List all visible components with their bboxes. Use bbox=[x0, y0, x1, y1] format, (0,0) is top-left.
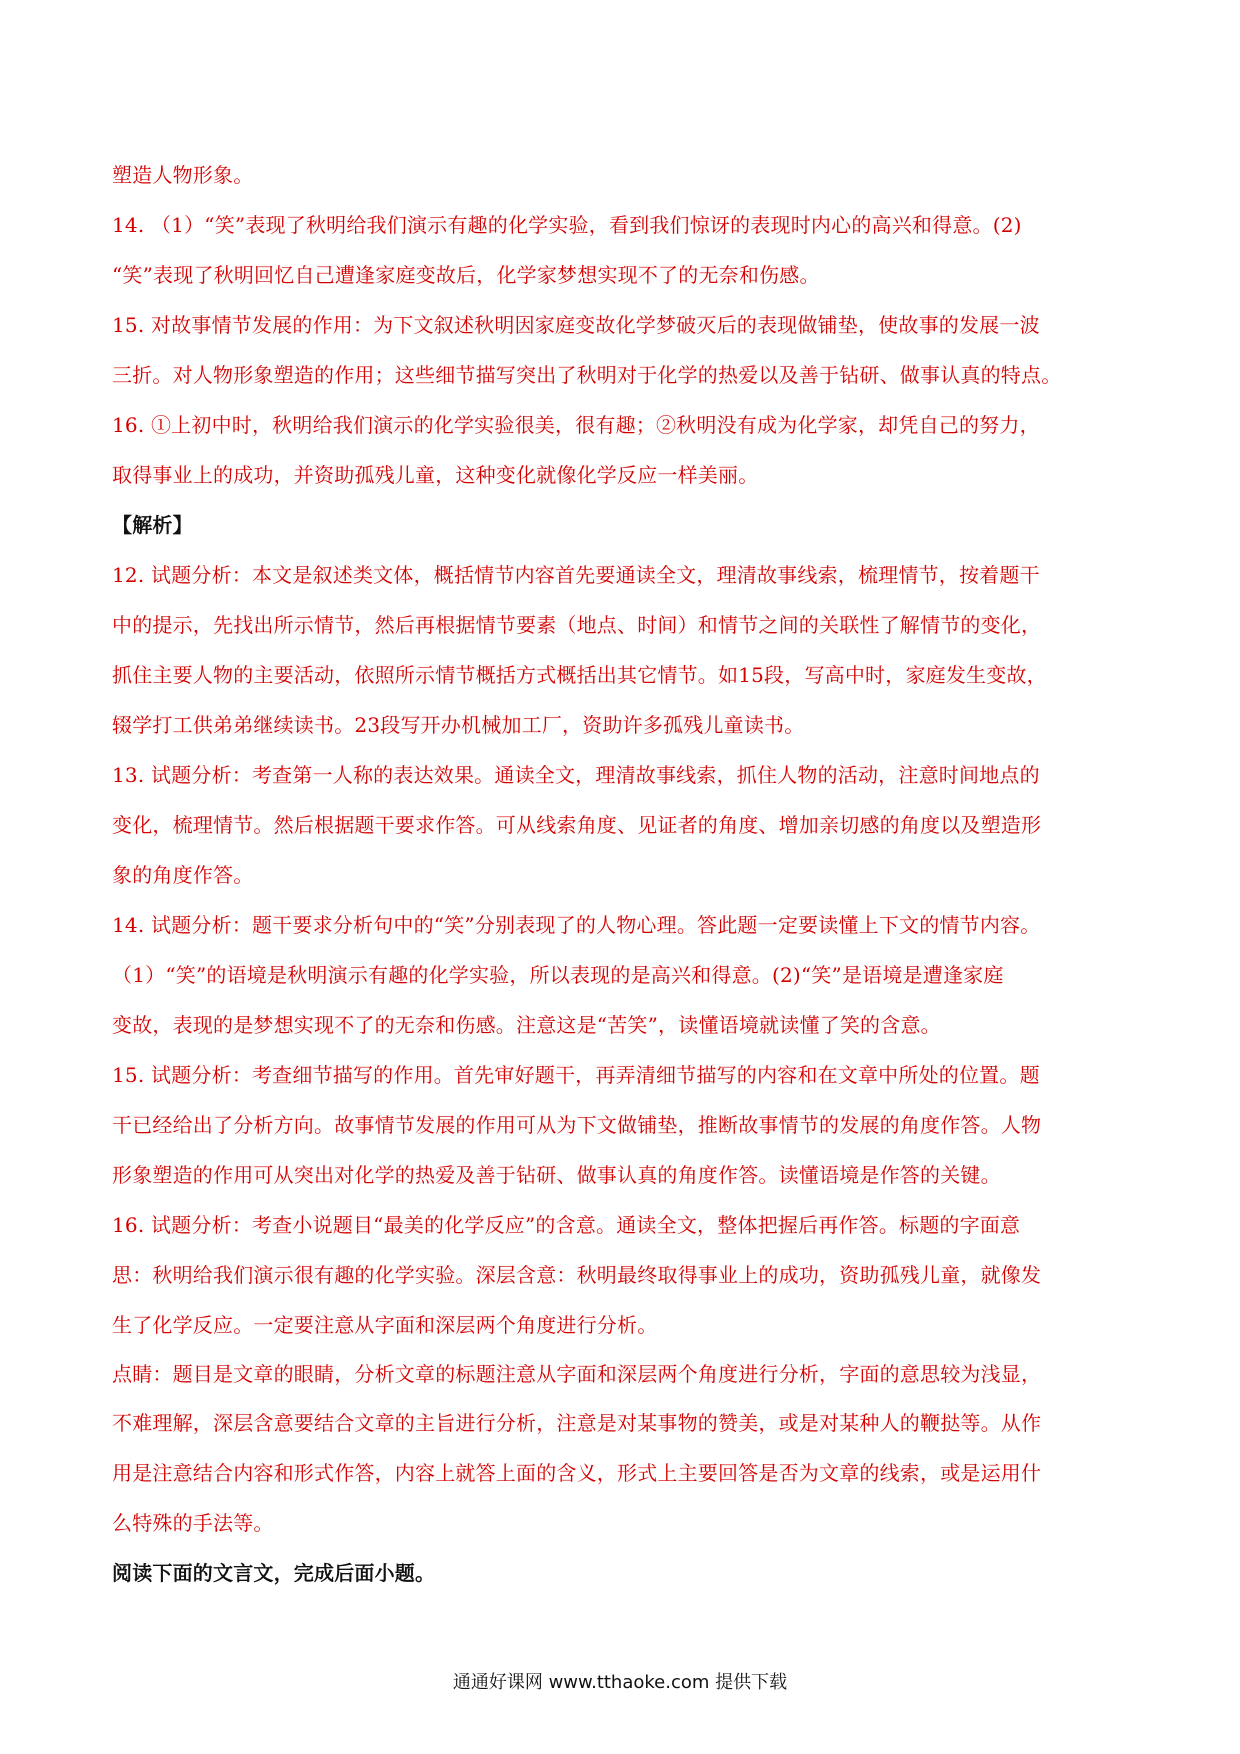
analysis-13-line: 13. 试题分析：考查第一人称的表达效果。通读全文，理清故事线索，抓住人物的活动，注意时间地点的 bbox=[112, 763, 1040, 787]
analysis-12-line: 抓住主要人物的主要活动，依照所示情节概括方式概括出其它情节。如15段，写高中时，家庭发生变故， bbox=[112, 663, 1047, 687]
analysis-13-line: 象的角度作答。 bbox=[112, 863, 254, 887]
analysis-16-line: 16. 试题分析：考查小说题目“最美的化学反应”的含意。通读全文，整体把握后再作答。标题的字面意 bbox=[112, 1213, 1021, 1237]
analysis-14-line: 变故，表现的是梦想实现不了的无奈和伤感。注意这是“苦笑”，读懂语境就读懂了笑的含意。 bbox=[112, 1013, 941, 1037]
analysis-12-line: 12. 试题分析：本文是叙述类文体，概括情节内容首先要通读全文，理清故事线索，梳理情节，按着题干 bbox=[112, 563, 1040, 587]
key-point-line: 点睛：题目是文章的眼睛，分析文章的标题注意从字面和深层两个角度进行分析，字面的意思较为浅显， bbox=[112, 1362, 1042, 1386]
answer-16-line: 取得事业上的成功，并资助孤残儿童，这种变化就像化学反应一样美丽。 bbox=[112, 463, 759, 487]
reading-instruction: 阅读下面的文言文，完成后面小题。 bbox=[112, 1561, 436, 1585]
key-point-line: 用是注意结合内容和形式作答，内容上就答上面的含义，形式上主要回答是否为文章的线索，或是运用什 bbox=[112, 1461, 1042, 1485]
key-point-line: 不难理解，深层含意要结合文章的主旨进行分析，注意是对某事物的赞美，或是对某种人的鞭挞等。从作 bbox=[112, 1411, 1042, 1435]
analysis-14-line: （1）“笑”的语境是秋明演示有趣的化学实验，所以表现的是高兴和得意。(2)“笑”是语境是遭逢家庭 bbox=[112, 963, 1004, 987]
key-point-line: 么特殊的手法等。 bbox=[112, 1511, 274, 1535]
analysis-12-line: 辍学打工供弟弟继续读书。23段写开办机械加工厂，资助许多孤残儿童读书。 bbox=[112, 713, 805, 737]
analysis-15-line: 形象塑造的作用可从突出对化学的热爱及善于钻研、做事认真的角度作答。读懂语境是作答的关键。 bbox=[112, 1163, 1001, 1187]
answer-line: 塑造人物形象。 bbox=[112, 163, 254, 187]
answer-16-line: 16. ①上初中时，秋明给我们演示的化学实验很美，很有趣；②秋明没有成为化学家，却凭自己的努力， bbox=[112, 413, 1040, 437]
analysis-16-line: 思：秋明给我们演示很有趣的化学实验。深层含意：秋明最终取得事业上的成功，资助孤残儿童，就像发 bbox=[112, 1263, 1042, 1287]
answer-14-line: 14. （1）“笑”表现了秋明给我们演示有趣的化学实验，看到我们惊讶的表现时内心的高兴和得意。(2) bbox=[112, 213, 1022, 237]
analysis-16-line: 生了化学反应。一定要注意从字面和深层两个角度进行分析。 bbox=[112, 1313, 658, 1337]
analysis-13-line: 变化，梳理情节。然后根据题干要求作答。可从线索角度、见证者的角度、增加亲切感的角度以及塑造形 bbox=[112, 813, 1042, 837]
answer-14-line: “笑”表现了秋明回忆自己遭逢家庭变故后，化学家梦想实现不了的无奈和伤感。 bbox=[112, 263, 820, 287]
page-footer: 通通好课网 www.tthaoke.com 提供下载 bbox=[452, 1672, 788, 1693]
analysis-12-line: 中的提示，先找出所示情节，然后再根据情节要素（地点、时间）和情节之间的关联性了解情节的变化， bbox=[112, 613, 1042, 637]
analysis-15-line: 15. 试题分析：考查细节描写的作用。首先审好题干，再弄清细节描写的内容和在文章中所处的位置。题 bbox=[112, 1063, 1040, 1087]
analysis-14-line: 14. 试题分析：题干要求分析句中的“笑”分别表现了的人物心理。答此题一定要读懂上下文的情节内容。 bbox=[112, 913, 1041, 937]
analysis-15-line: 干已经给出了分析方向。故事情节发展的作用可从为下文做铺垫，推断故事情节的发展的角度作答。人物 bbox=[112, 1113, 1042, 1137]
answer-15-line: 三折。对人物形象塑造的作用；这些细节描写突出了秋明对于化学的热爱以及善于钻研、做事认真的特点。 bbox=[112, 363, 1062, 387]
document-body bbox=[112, 150, 1132, 1598]
answer-15-line: 15. 对故事情节发展的作用：为下文叙述秋明因家庭变故化学梦破灭后的表现做铺垫，使故事的发展一波 bbox=[112, 313, 1040, 337]
analysis-heading: 【解析】 bbox=[112, 513, 193, 537]
